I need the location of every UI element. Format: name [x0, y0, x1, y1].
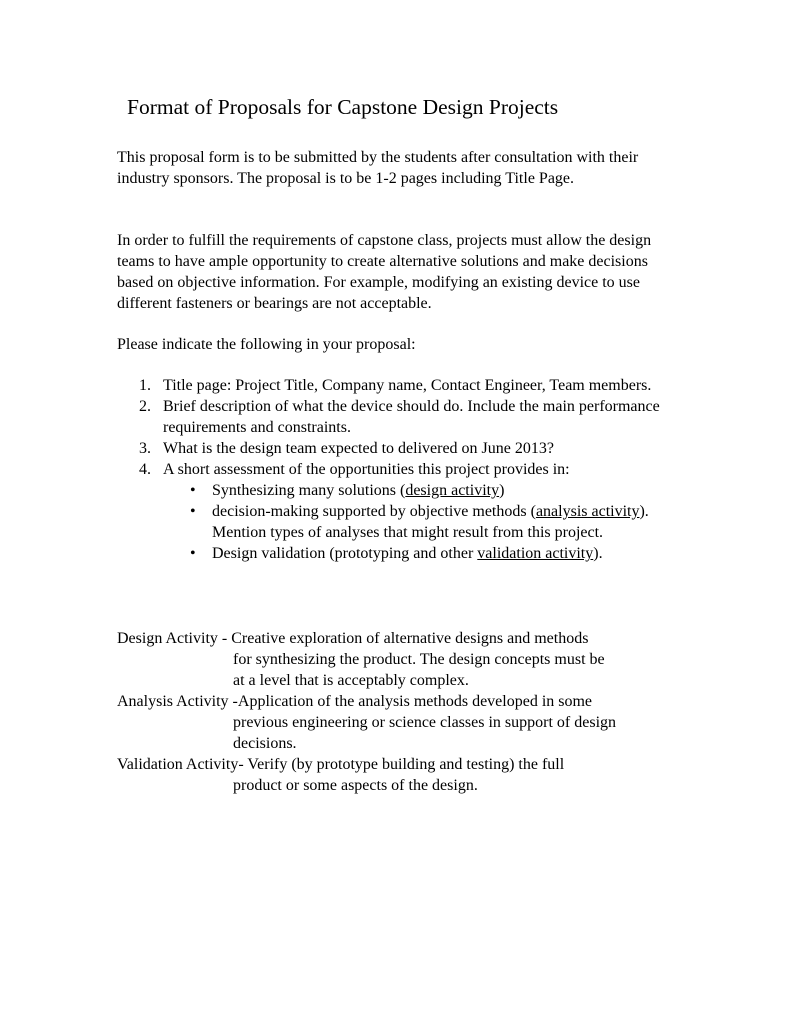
proposal-items-list — [117, 375, 677, 564]
list-item-text: What is the design team expected to delivered on June 2013? — [163, 440, 554, 457]
definition-line: Validation Activity- Verify (by prototype building and testing) the full — [117, 756, 565, 773]
definition-validation-activity — [117, 754, 677, 796]
list-item-number: 3. — [139, 440, 151, 457]
definition-line: decisions. — [233, 735, 297, 752]
definition-design-activity — [117, 628, 677, 691]
bullet-list — [117, 480, 677, 564]
bullet-dot-icon: • — [190, 503, 196, 520]
definition-line: at a level that is acceptably complex. — [233, 672, 469, 689]
bullet-item — [117, 501, 677, 543]
list-item — [117, 459, 677, 564]
bullet-text-after: ) — [499, 482, 505, 499]
list-item-text: Title page: Project Title, Company name, Contact Engineer, Team members. — [163, 377, 652, 394]
list-item — [117, 375, 677, 396]
bullet-text-before: Design validation (prototyping and other — [212, 545, 478, 562]
list-item-text: Brief description of what the device should do. Include the main performance requirements and constraints. — [163, 398, 660, 436]
bullet-dot-icon: • — [190, 545, 196, 562]
definition-line: Analysis Activity -Application of the analysis methods developed in some — [117, 693, 593, 710]
list-item — [117, 396, 677, 438]
bullet-term-underlined: design activity — [405, 482, 500, 499]
definition-line: Design Activity - Creative exploration of alternative designs and methods — [117, 630, 589, 647]
bullet-text-before: decision-making supported by objective methods ( — [212, 503, 536, 520]
list-item — [117, 438, 677, 459]
bullet-item — [117, 480, 677, 501]
bullet-item — [117, 543, 677, 564]
bullet-dot-icon: • — [190, 482, 196, 499]
list-item-number: 1. — [139, 377, 151, 394]
page-title: Format of Proposals for Capstone Design Projects — [127, 95, 559, 119]
requirements-paragraph: In order to fulfill the requirements of capstone class, projects must allow the design teams to have ample opportunity to create alternative solutions and make decisions based on objective information. For example, modifying an existing device to use different fasteners or bearings are not acceptable. — [117, 232, 652, 312]
bullet-text-before: Synthesizing many solutions ( — [212, 482, 406, 499]
bullet-term-underlined: validation activity — [477, 545, 594, 562]
list-item-number: 2. — [139, 398, 151, 415]
definition-line: product or some aspects of the design. — [233, 777, 478, 794]
list-item-text: A short assessment of the opportunities this project provides in: — [163, 461, 570, 478]
definition-line: for synthesizing the product. The design concepts must be — [233, 651, 605, 668]
bullet-term-underlined: analysis activity — [535, 503, 640, 520]
intro-paragraph: This proposal form is to be submitted by the students after consultation with their industry sponsors. The proposal is to be 1-2 pages including Title Page. — [117, 149, 639, 187]
bullet-text-after: ). Mention types of analyses that might result from this project. — [212, 503, 649, 541]
definition-analysis-activity — [117, 691, 677, 754]
bullet-text-after: ). — [593, 545, 603, 562]
instruction-paragraph: Please indicate the following in your proposal: — [117, 336, 416, 353]
definition-line: previous engineering or science classes in support of design — [233, 714, 617, 731]
list-item-number: 4. — [139, 461, 151, 478]
